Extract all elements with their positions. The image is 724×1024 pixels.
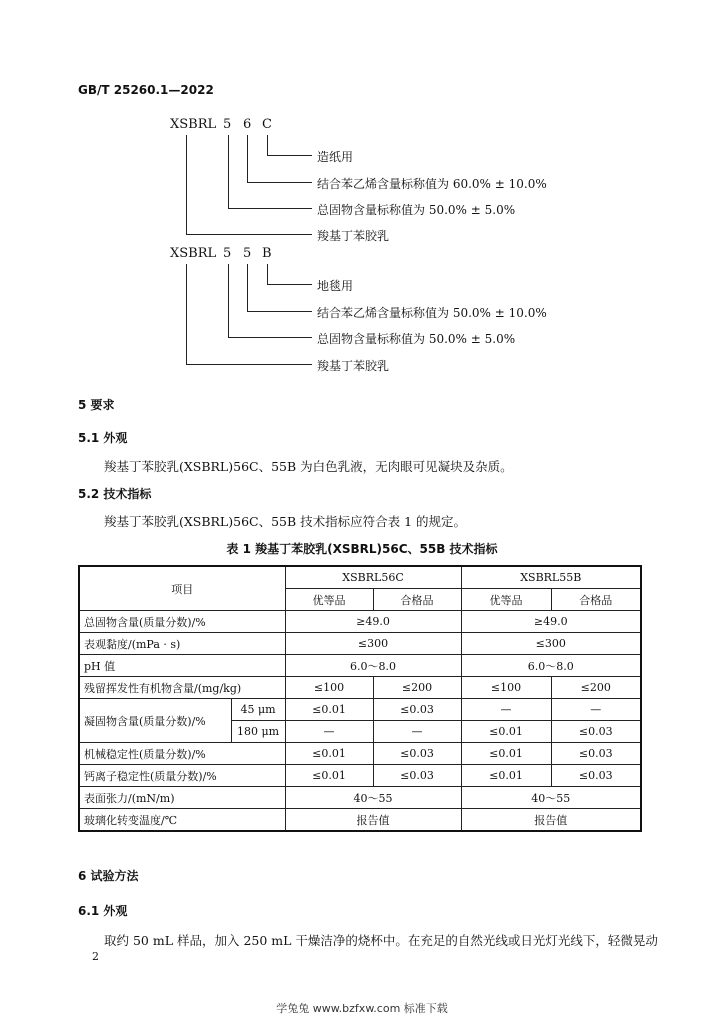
sub-label: 45 μm bbox=[231, 699, 285, 721]
section-5-1-text: 羧基丁苯胶乳(XSBRL)56C、55B 为白色乳液，无肉眼可见凝块及杂质。 bbox=[104, 459, 513, 474]
cell: ≤0.03 bbox=[373, 765, 461, 787]
cell: — bbox=[285, 721, 373, 743]
header-group-56c: XSBRL56C bbox=[285, 566, 461, 589]
cell: ≤300 bbox=[461, 633, 641, 655]
cell: 40～55 bbox=[461, 787, 641, 809]
section-5-heading: 5 要求 bbox=[78, 398, 115, 412]
section-6-heading: 6 试验方法 bbox=[78, 869, 139, 883]
table-row bbox=[79, 743, 641, 765]
header-grade: 合格品 bbox=[373, 589, 461, 611]
cell: ≤0.03 bbox=[551, 721, 641, 743]
cell: 报告值 bbox=[461, 809, 641, 832]
table-header-row bbox=[79, 566, 641, 589]
desc-solids: 总固物含量标称值为 50.0% ± 5.0% bbox=[317, 332, 516, 346]
header-item: 项目 bbox=[79, 566, 285, 611]
cell: ≤0.01 bbox=[285, 765, 373, 787]
section-6-1-heading: 6.1 外观 bbox=[78, 904, 128, 918]
cell: ≥49.0 bbox=[461, 611, 641, 633]
cell: ≤0.03 bbox=[551, 743, 641, 765]
header-grade: 优等品 bbox=[461, 589, 551, 611]
cell: ≤300 bbox=[285, 633, 461, 655]
cell: — bbox=[551, 699, 641, 721]
spec-table bbox=[78, 565, 642, 832]
code-digit-2: 6 bbox=[243, 117, 252, 132]
cell: 40～55 bbox=[285, 787, 461, 809]
table-row bbox=[79, 655, 641, 677]
code-prefix: XSBRL bbox=[170, 117, 217, 132]
section-5-2-heading: 5.2 技术指标 bbox=[78, 487, 152, 501]
cell: ≤100 bbox=[285, 677, 373, 699]
table-row bbox=[79, 765, 641, 787]
table-row bbox=[79, 699, 641, 721]
code-letter: C bbox=[262, 117, 272, 132]
cell: ≤0.01 bbox=[285, 699, 373, 721]
table-row bbox=[79, 787, 641, 809]
cell: 报告值 bbox=[285, 809, 461, 832]
cell: ≥49.0 bbox=[285, 611, 461, 633]
cell: ≤0.01 bbox=[285, 743, 373, 765]
cell: ≤0.01 bbox=[461, 765, 551, 787]
cell: ≤0.03 bbox=[373, 699, 461, 721]
table-row bbox=[79, 611, 641, 633]
row-label: 表观黏度/(mPa · s) bbox=[79, 633, 285, 655]
cell: ≤0.03 bbox=[373, 743, 461, 765]
page-number: 2 bbox=[92, 950, 99, 963]
cell: ≤0.01 bbox=[461, 743, 551, 765]
footer-watermark: 学兔兔 www.bzfxw.com 标准下载 bbox=[276, 1002, 448, 1015]
section-6-1-text: 取约 50 mL 样品，加入 250 mL 干燥洁净的烧杯中。在充足的自然光线或日光灯光线下，轻微晃动 bbox=[104, 933, 658, 948]
section-5-1-heading: 5.1 外观 bbox=[78, 431, 128, 445]
cell: ≤0.01 bbox=[461, 721, 551, 743]
row-label: 钙离子稳定性(质量分数)/% bbox=[79, 765, 285, 787]
code-digit-2: 5 bbox=[243, 246, 252, 261]
desc-styrene: 结合苯乙烯含量标称值为 50.0% ± 10.0% bbox=[317, 306, 547, 320]
row-label: pH 值 bbox=[79, 655, 285, 677]
code-letter: B bbox=[262, 246, 272, 261]
row-label: 机械稳定性(质量分数)/% bbox=[79, 743, 285, 765]
desc-styrene: 结合苯乙烯含量标称值为 60.0% ± 10.0% bbox=[317, 177, 547, 191]
cell: — bbox=[373, 721, 461, 743]
desc-product: 羧基丁苯胶乳 bbox=[317, 359, 390, 373]
desc-product: 羧基丁苯胶乳 bbox=[317, 229, 390, 243]
code-prefix: XSBRL bbox=[170, 246, 217, 261]
table-row bbox=[79, 633, 641, 655]
row-label: 表面张力/(mN/m) bbox=[79, 787, 285, 809]
code-digit-1: 5 bbox=[223, 246, 232, 261]
section-5-2-text: 羧基丁苯胶乳(XSBRL)56C、55B 技术指标应符合表 1 的规定。 bbox=[104, 514, 467, 529]
desc-application: 造纸用 bbox=[317, 150, 354, 164]
cell: ≤200 bbox=[373, 677, 461, 699]
cell: 6.0～8.0 bbox=[461, 655, 641, 677]
cell: ≤0.03 bbox=[551, 765, 641, 787]
code-digit-1: 5 bbox=[223, 117, 232, 132]
row-label: 凝固物含量(质量分数)/% bbox=[79, 699, 231, 743]
table-caption: 表 1 羧基丁苯胶乳(XSBRL)56C、55B 技术指标 bbox=[226, 542, 498, 556]
cell: — bbox=[461, 699, 551, 721]
desc-application: 地毯用 bbox=[317, 279, 354, 293]
table-row bbox=[79, 809, 641, 832]
cell: ≤100 bbox=[461, 677, 551, 699]
row-label: 残留挥发性有机物含量/(mg/kg) bbox=[79, 677, 285, 699]
header-grade: 合格品 bbox=[551, 589, 641, 611]
header-grade: 优等品 bbox=[285, 589, 373, 611]
cell: 6.0～8.0 bbox=[285, 655, 461, 677]
header-group-55b: XSBRL55B bbox=[461, 566, 641, 589]
cell: ≤200 bbox=[551, 677, 641, 699]
row-label: 玻璃化转变温度/℃ bbox=[79, 809, 285, 832]
sub-label: 180 μm bbox=[231, 721, 285, 743]
row-label: 总固物含量(质量分数)/% bbox=[79, 611, 285, 633]
desc-solids: 总固物含量标称值为 50.0% ± 5.0% bbox=[317, 203, 516, 217]
standard-number: GB/T 25260.1—2022 bbox=[78, 83, 214, 97]
table-row bbox=[79, 677, 641, 699]
